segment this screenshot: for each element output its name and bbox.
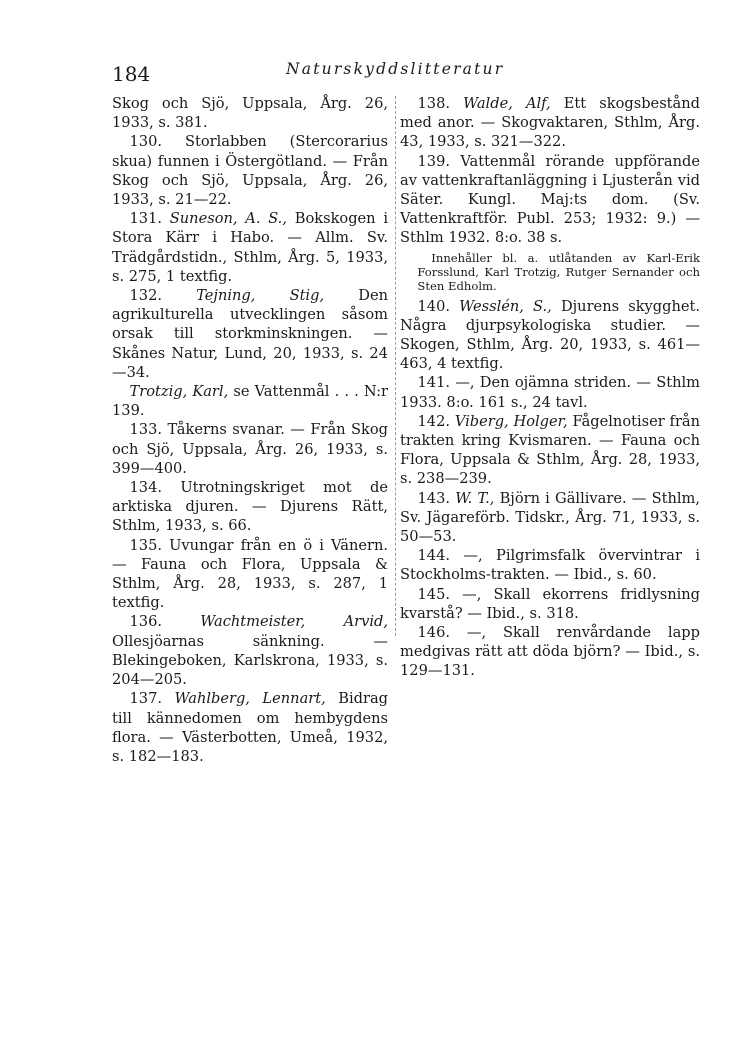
entry-141: 141. —, Den ojämna striden. — Sthlm 1933. 8:o. 161 s., 24 tavl. [400, 374, 700, 411]
entry-text: Djurens skygghet. Några djurpsykologiska studier. — Skogen, Sthlm, Årg. 20, 1933, s. 461—463, 4 textfig. [400, 297, 701, 373]
entry-text: Bidrag till kännedomen om hembygdens flora. — Västerbotten, Umeå, 1932, s. 182—183. [112, 690, 389, 765]
page-number: 184 [112, 62, 151, 86]
entry-author: Trotzig, Karl, [129, 383, 229, 401]
entry-number: 138. [417, 95, 451, 112]
entry-author: Viberg, Holger, [454, 412, 568, 430]
entry-140 [400, 297, 700, 374]
entry-text: Fågelnotiser från trakten kring Kvismaren. — Fauna och Flora, Uppsala & Sthlm, Årg. 28, 1933, s. 238—239. [400, 412, 701, 488]
entry-number: 143. [417, 489, 451, 507]
left-column [112, 94, 388, 766]
entry-text: Den agrikulturella utvecklingen såsom orsak till storkminskningen. — Skånes Natur, Lund, 20, 1933, s. 24—34. [112, 287, 388, 381]
entry-144: 144. —, Pilgrimsfalk övervintrar i Stockholms-trakten. — Ibid., s. 60. [400, 547, 700, 584]
entry-text: se Vattenmål . . . N:r 139. [112, 383, 388, 420]
entry-number: 136. [129, 613, 163, 631]
entry-author: Tejning, Stig, [196, 287, 325, 305]
entry-138 [400, 94, 700, 152]
entry-text: Ett skogsbestånd med anor. — Skogvaktaren, Sthlm, Årg. 43, 1933, s. 321—322. [400, 95, 700, 151]
entry-author: Wahlberg, Lennart, [174, 690, 326, 708]
entry-137 [112, 689, 388, 766]
entry-number: 142. [417, 412, 451, 430]
entry-134: 134. Utrotningskriget mot de arktiska djuren. — Djurens Rätt, Sthlm, 1933, s. 66. [112, 479, 388, 535]
entry-text: Bokskogen i Stora Kärr i Habo. — Allm. Sv. Trädgårdstidn., Sthlm, Årg. 5, 1933, s. 275, 1 textfig. [112, 210, 389, 285]
entry-136 [112, 612, 388, 689]
entry-145: 145. —, Skall ekorrens fridlysning kvarstå? — Ibid., s. 318. [400, 585, 700, 622]
entry-author: Wachtmeister, Arvid, [200, 613, 388, 631]
entry-132 [112, 286, 388, 382]
entry-text: Ollesjöarnas sänkning. — Blekingeboken, Karlskrona, 1933, s. 204—205. [112, 632, 388, 689]
entry-133: 133. Tåkerns svanar. — Från Skog och Sjö, Uppsala, Årg. 26, 1933, s. 399—400. [112, 421, 388, 477]
right-column [400, 94, 700, 681]
entry-text: Björn i Gällivare. — Sthlm, Sv. Jägareförb. Tidskr., Årg. 71, 1933, s. 50—53. [400, 489, 701, 546]
entry-139-note: Innehåller bl. a. utlåtanden av Karl-Erik Forsslund, Karl Trotzig, Rutger Sernander och Sten Edholm. [417, 250, 700, 293]
entry-129-continued: Skog och Sjö, Uppsala, Årg. 26, 1933, s. 381. [112, 95, 388, 132]
entry-author: W. T., [455, 489, 495, 507]
entry-135: 135. Uvungar från en ö i Vänern. — Fauna och Flora, Uppsala & Sthlm, Årg. 28, 1933, s. 287, 1 textfig. [112, 536, 388, 612]
entry-131 [112, 209, 388, 286]
entry-author: Wesslén, S., [459, 297, 552, 315]
entry-142 [400, 412, 700, 489]
running-head: Naturskyddslitteratur [286, 60, 505, 78]
cross-reference-trotzig [112, 382, 388, 420]
entry-number: 131. [129, 210, 163, 228]
column-divider [395, 96, 396, 636]
entry-143 [400, 489, 700, 547]
entry-146: 146. —, Skall renvårdande lapp medgivas rätt att döda björn? — Ibid., s. 129—131. [400, 624, 700, 680]
entry-number: 140. [417, 297, 451, 315]
entry-number: 132. [129, 287, 163, 305]
entry-139: 139. Vattenmål rörande uppförande av vattenkraftanläggning i Ljusterån vid Säter. Kungl. Maj:ts dom. (Sv. Vattenkraftför. Publ. 253; 1932: 9.) — Sthlm 1932. 8:o. 38 s. [400, 152, 700, 247]
entry-130: 130. Storlabben (Stercorarius skua) funnen i Östergötland. — Från Skog och Sjö, Uppsala, Årg. 26, 1933, s. 21—22. [112, 133, 388, 209]
entry-author: Suneson, A. S., [169, 210, 287, 228]
entry-number: 137. [129, 690, 163, 708]
entry-author: Walde, Alf, [463, 95, 551, 112]
